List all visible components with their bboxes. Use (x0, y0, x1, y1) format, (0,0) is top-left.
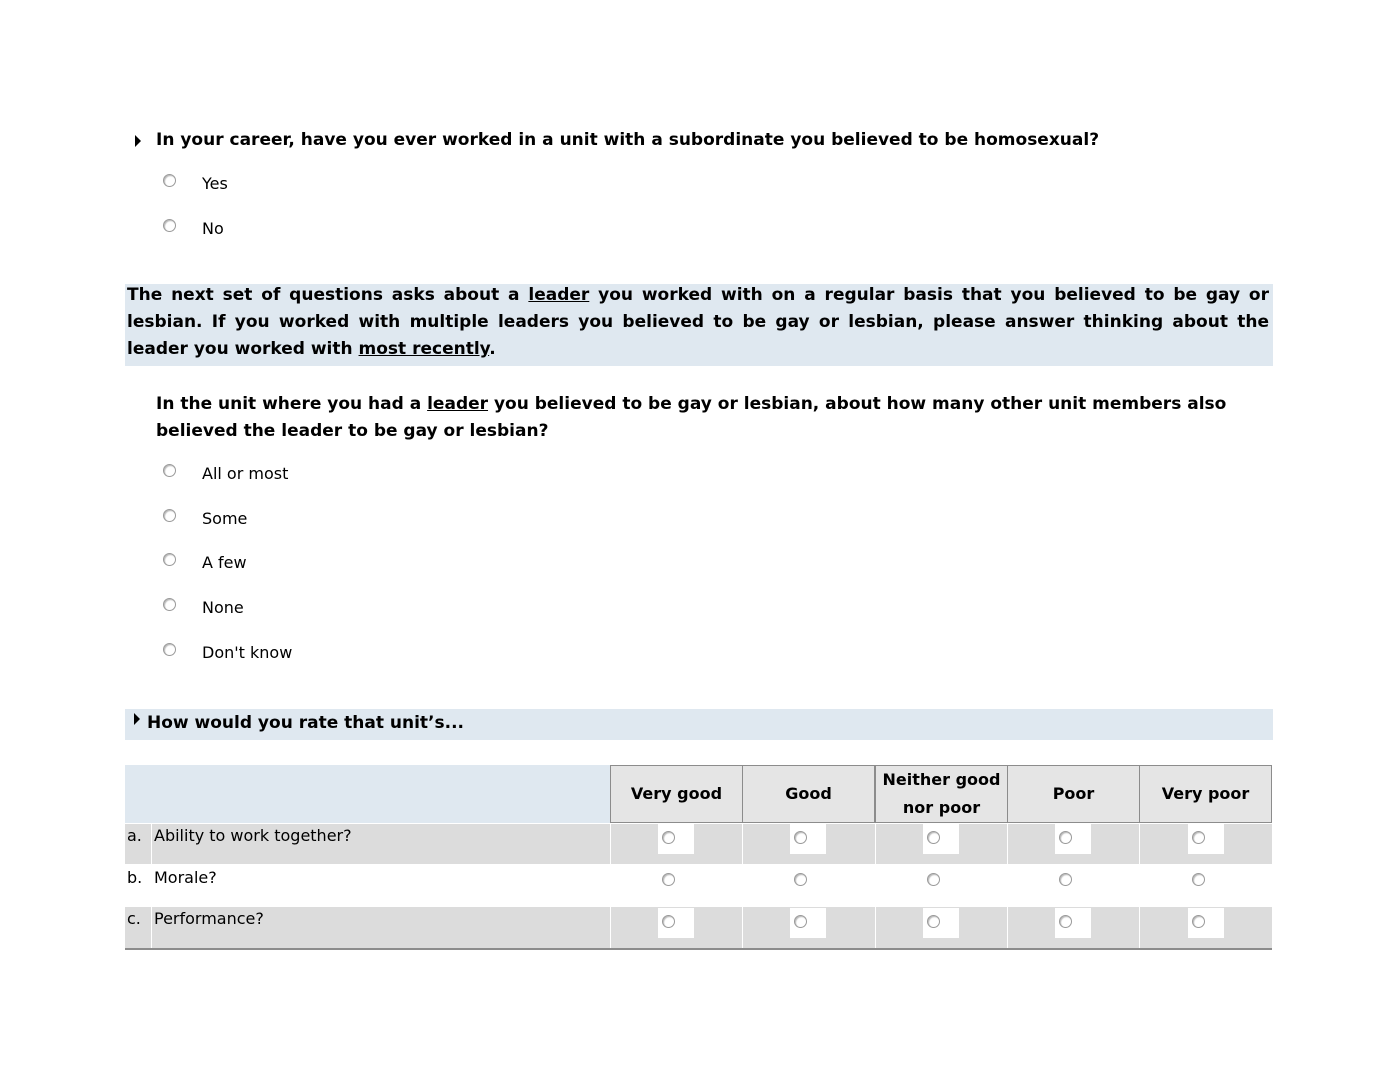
emphasis-leader: leader (528, 285, 590, 305)
option-label: All or most (202, 464, 289, 483)
rating-cell (923, 908, 959, 938)
rating-cell (658, 824, 694, 854)
radio-button[interactable] (163, 598, 176, 611)
radio-poor[interactable] (1059, 831, 1072, 844)
q1-option-yes[interactable] (163, 172, 363, 196)
column-header-very-poor: Very poor (1139, 765, 1272, 823)
row-label: Morale? (154, 868, 217, 887)
radio-very-poor[interactable] (1192, 831, 1205, 844)
matrix-header-blank (125, 765, 611, 823)
column-header-neither: Neither good nor poor (875, 765, 1008, 823)
option-label: No (202, 219, 224, 238)
rating-cell (790, 866, 826, 896)
q2-option-some[interactable] (163, 507, 383, 531)
question-expand-icon (135, 135, 141, 147)
rating-cell (658, 908, 694, 938)
radio-button[interactable] (163, 643, 176, 656)
rating-cell (658, 866, 694, 896)
row-letter: a. (127, 826, 142, 845)
question-2-text: In the unit where you had a leader you believed to be gay or lesbian, about how many other unit members also believed the leader to be gay or lesbian? (156, 394, 1227, 441)
option-label: A few (202, 553, 247, 572)
instruction-text: The next set of questions asks about a leader you worked with on a regular basis that you believed to be gay or lesbian. If you worked with multiple leaders you believed to be gay or lesbian, please answer thinking about the leader you worked with most recently. (127, 285, 1269, 359)
radio-good[interactable] (794, 831, 807, 844)
rating-cell (1055, 824, 1091, 854)
q2-option-a-few[interactable] (163, 551, 383, 575)
radio-button[interactable] (163, 509, 176, 522)
matrix-row-c (125, 907, 1272, 950)
row-letter: c. (127, 909, 141, 928)
option-label: Yes (202, 174, 228, 193)
radio-very-good[interactable] (662, 915, 675, 928)
row-label: Performance? (154, 909, 264, 928)
radio-very-poor[interactable] (1192, 915, 1205, 928)
question-3-text: How would you rate that unit’s... (147, 713, 464, 733)
radio-button[interactable] (163, 174, 176, 187)
radio-button[interactable] (163, 464, 176, 477)
rating-cell (1188, 908, 1224, 938)
rating-cell (1055, 866, 1091, 896)
radio-very-poor[interactable] (1192, 873, 1205, 886)
q1-option-no[interactable] (163, 217, 363, 241)
question-1-text: In your career, have you ever worked in a unit with a subordinate you believed to be homosexual? (156, 130, 1100, 150)
row-label: Ability to work together? (154, 826, 352, 845)
option-label: None (202, 598, 244, 617)
rating-cell (1188, 866, 1224, 896)
rating-cell (1188, 824, 1224, 854)
q2-option-all-or-most[interactable] (163, 462, 383, 486)
radio-very-good[interactable] (662, 873, 675, 886)
radio-neither[interactable] (927, 873, 940, 886)
rating-cell (790, 908, 826, 938)
rating-cell (923, 824, 959, 854)
radio-button[interactable] (163, 553, 176, 566)
radio-neither[interactable] (927, 915, 940, 928)
column-header-very-good: Very good (610, 765, 743, 823)
q2-option-dont-know[interactable] (163, 641, 383, 665)
emphasis-leader: leader (427, 394, 489, 414)
option-label: Don't know (202, 643, 293, 662)
radio-good[interactable] (794, 915, 807, 928)
matrix-header (125, 765, 1272, 823)
radio-poor[interactable] (1059, 915, 1072, 928)
radio-poor[interactable] (1059, 873, 1072, 886)
column-header-good: Good (742, 765, 875, 823)
option-label: Some (202, 509, 248, 528)
radio-button[interactable] (163, 219, 176, 232)
rating-cell (923, 866, 959, 896)
rating-cell (1055, 908, 1091, 938)
radio-neither[interactable] (927, 831, 940, 844)
q2-option-none[interactable] (163, 596, 383, 620)
rating-cell (790, 824, 826, 854)
matrix-row-a (125, 824, 1272, 864)
column-header-poor: Poor (1007, 765, 1140, 823)
radio-very-good[interactable] (662, 831, 675, 844)
emphasis-most-recently: most recently (358, 339, 490, 359)
radio-good[interactable] (794, 873, 807, 886)
row-letter: b. (127, 868, 143, 887)
matrix-row-b (125, 865, 1272, 906)
question-expand-icon (134, 713, 140, 725)
